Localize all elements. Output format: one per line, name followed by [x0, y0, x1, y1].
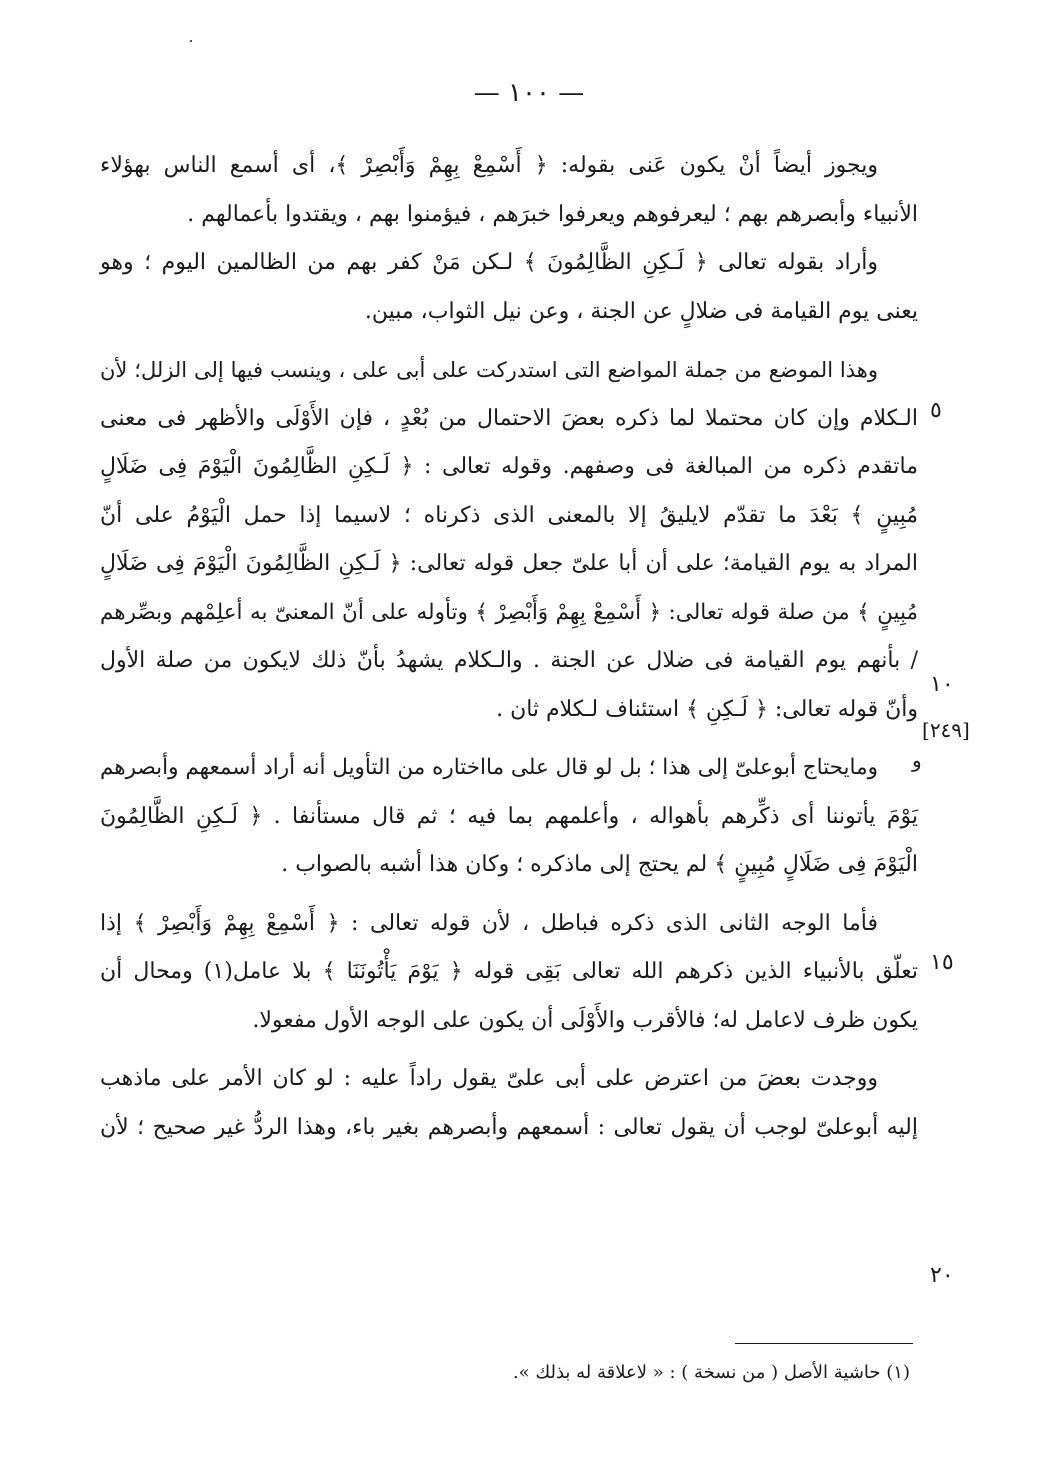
- text-line: مُبِينٍ ﴾ من صلة قوله تعالى: ﴿ أَسْمِعْ بِهِمْ وَأَبْصِرْ ﴾ وتأوله على أنّ المعنىّ به أعلِمْهم وبصِّرهم: [100, 599, 918, 625]
- line-number-20: ٢٠: [930, 1263, 954, 1288]
- footnote-separator: [735, 1343, 913, 1344]
- text-line: ووجدت بعضَ من اعترض على أبى علىّ يقول راداً عليه : لو كان الأمر على ماذهب: [100, 1066, 878, 1091]
- text-line: المراد به يوم القيامة؛ على أن أبا علىّ جعل قوله تعالى: ﴿ لَـكِنِ الظَّالِمُونَ الْيَوْمَ فِى ضَلَالٍ: [100, 551, 918, 576]
- paragraph-1: [100, 142, 918, 239]
- text-line: الْيَوْمَ فِى ضَلَالٍ مُبِينٍ ﴾ لم يحتج إلى ماذكره ؛ وكان هذا أشبه بالصواب .: [281, 852, 918, 877]
- text-line: / بأنهم يوم القيامة فى ضلال عن الجنة . والـكلام يشهدُ بأنّ ذلك لايكون من صلة الأول: [100, 648, 918, 673]
- text-line: فأما الوجه الثانى الذى ذكره فباطل ، لأن قوله تعالى : ﴿ أَسْمِعْ بِهِمْ وَأَبْصِرْ ﴾ إذا: [100, 910, 878, 936]
- text-line: يَوْمَ يأتوننا أى ذكِّرهم بأهواله ، وأعلمهم بما فيه ؛ ثم قال مستأنفا . ﴿ لَـكِنِ الظَّالِمُونَ: [100, 803, 918, 829]
- text-line: يعنى يوم القيامة فى ضلالٍ عن الجنة ، وعن نيل الثواب، مبين.: [364, 298, 918, 324]
- page-number: — ١٠٠ —: [473, 78, 585, 108]
- manuscript-folio-reference: [٢٤٩]: [922, 718, 970, 742]
- text-line: يكون ظرف لاعامل له؛ فالأقرب والأَوْلَى أن يكون على الوجه الأول مفعولا.: [252, 1007, 918, 1033]
- text-line: ومايحتاج أبوعلىّ إلى هذا ؛ بل لو قال على مااختاره من التأويل أنه أراد أسمعهم وأبصرهم: [100, 755, 878, 780]
- text-line: ماتقدم ذكره من المبالغة فى وصفهم. وقوله تعالى : ﴿ لَـكِنِ الظَّالِمُونَ الْيَوْمَ فِى ضَلَالٍ: [100, 454, 918, 479]
- text-line: ويجوز أيضاً أنْ يكون عَنى بقوله: ﴿ أَسْمِعْ بِهِمْ وَأَبْصِرْ ﴾، أى أسمع الناس بهؤلاء: [100, 153, 878, 178]
- paragraph-2: [100, 239, 918, 336]
- paragraph-3: [100, 346, 918, 734]
- paragraph-6: [100, 1055, 918, 1152]
- paragraph-4: [100, 744, 918, 890]
- text-line: وهذا الموضع من جملة المواضع التى استدركت على أبى على ، وينسب فيها إلى الزلل؛ لأن: [100, 358, 878, 382]
- text-line: الـكلام وإن كان محتملا لما ذكره بعضَ الاحتمال من بُعْدٍ ، فإن الأَوْلَى والأظهر فى معنى: [100, 405, 918, 431]
- text-line: وأراد بقوله تعالى ﴿ لَـكِنِ الظَّالِمُونَ ﴾ لـكن مَنْ كفر بهم من الظالمين اليوم ؛ وهو: [100, 250, 878, 275]
- text-line: الأنبياء وأبصرهم بهم ؛ ليعرفوهم ويعرفوا خبرَهم ، فيؤمنوا بهم ، ويقتدوا بأعمالهم .: [187, 201, 918, 227]
- text-line: إليه أبوعلىّ لوجب أن يقول تعالى : أسمعهم وأبصرهم بغير باء، وهذا الردُّ غير صحيح ؛ لأن: [100, 1114, 918, 1140]
- paragraph-5: [100, 900, 918, 1046]
- main-text: [100, 142, 918, 1152]
- line-number-5: ٥: [930, 398, 942, 423]
- text-line: مُبِينٍ ﴾ بَعْدَ ما تقدّم لايليقُ إلا بالمعنى الذى ذكرناه ؛ لاسيما إذا حمل الْيَوْمُ على أنّ: [100, 502, 918, 528]
- line-number-10: ١٠: [930, 672, 954, 697]
- line-number-15: ١٥: [930, 950, 954, 975]
- manuscript-folio-side: و: [912, 748, 922, 772]
- text-line: تعلّق بالأنبياء الذين ذكرهم الله تعالى بَقِى قوله ﴿ يَوْمَ يَأْتُونَنَا ﴾ بلا عامل(١) ومحال أن: [100, 959, 919, 984]
- text-line: وأنّ قوله تعالى: ﴿ لَـكِنِ ﴾ استئناف لـكلام ثان .: [496, 696, 918, 722]
- footnote: (١) حاشية الأصل ( من نسخة ) : « لاعلاقة له بذلك ».: [512, 1362, 910, 1383]
- stray-ink-dot: [190, 40, 192, 42]
